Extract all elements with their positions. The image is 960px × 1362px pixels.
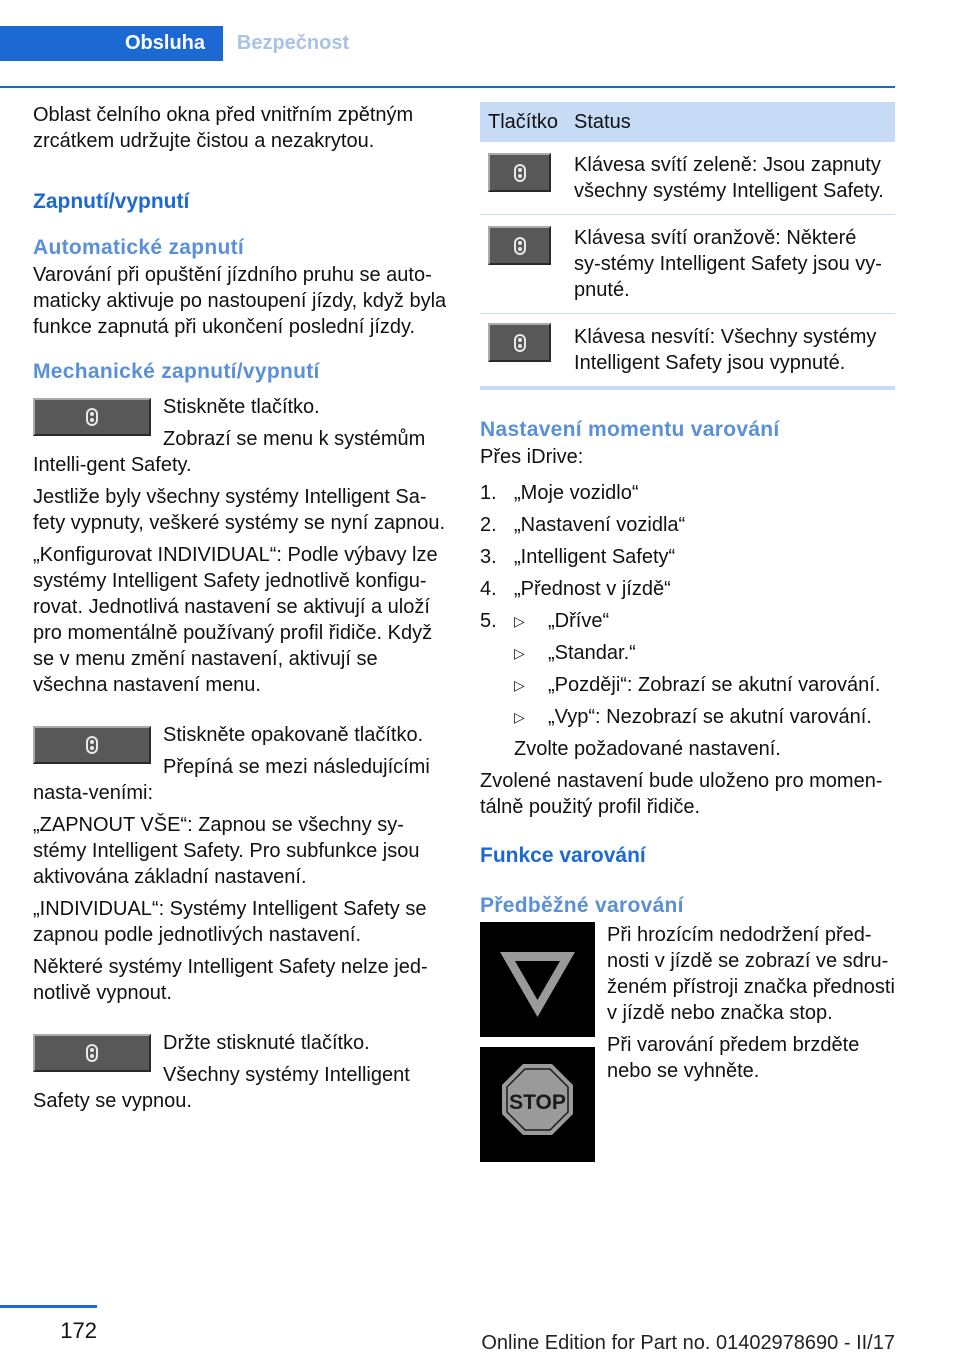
- heading-funkce-varovani: Funkce varování: [480, 844, 646, 867]
- left-column: [33, 102, 448, 1114]
- all-on-mode-text: „ZAPNOUT VŠE“: Zapnou se všechny sy‐stémy Intelligent Safety. Pro subfunkce jsou aktivována základní nastavení.: [33, 814, 420, 888]
- safety-button-image: [488, 153, 551, 192]
- steps-list: [480, 480, 895, 762]
- safety-button-image: [33, 1034, 151, 1072]
- intelligent-safety-icon: [86, 408, 98, 426]
- yield-triangle-icon: [480, 922, 595, 1037]
- edition-text: Online Edition for Part no. 01402978690 - II/17: [481, 1332, 895, 1354]
- button-cell: [480, 142, 566, 215]
- safety-button-image: [488, 226, 551, 265]
- stop-label: STOP: [509, 1091, 566, 1114]
- option-item: ▷ „Dříve“: [514, 610, 610, 632]
- intelligent-safety-icon: [86, 1044, 98, 1062]
- yield-sign-image: [480, 922, 595, 1037]
- heading-predbezne-varovani: Předběžné varování: [480, 894, 684, 917]
- header-rule: [0, 86, 895, 88]
- menu-shown-text: Zobrazí se menu k systémům Intelli‐gent Safety.: [33, 428, 426, 476]
- triangle-bullet-icon: ▷: [514, 645, 525, 661]
- column-header-button: Tlačítko: [480, 102, 566, 142]
- heading-mechanicke: Mechanické zapnutí/vypnutí: [33, 360, 320, 383]
- list-item: 2. „Nastavení vozidla“: [480, 514, 686, 536]
- triangle-bullet-icon: ▷: [514, 709, 525, 725]
- heading-zapnuti-vypnuti: Zapnutí/vypnutí: [33, 190, 190, 213]
- triangle-bullet-icon: ▷: [514, 677, 525, 693]
- table-row: [480, 142, 895, 215]
- brake-text: Při varování předem brzděte nebo se vyhněte.: [607, 1034, 860, 1082]
- option-item: ▷ „Vyp“: Nezobrazí se akutní varování.: [514, 706, 872, 728]
- list-item: 3. „Intelligent Safety“: [480, 546, 676, 568]
- intelligent-safety-icon: [514, 164, 526, 182]
- list-item: 5. ▷ „Dříve“ ▷ „Standar.“ ▷ „Později“: Zobrazí se akutní varování. ▷ „Vyp“: Nezobrazí se akutní varování. Zvolte požadované nastavení.: [480, 608, 895, 762]
- safety-button-image: [33, 398, 151, 436]
- option-item: ▷ „Standar.“: [514, 642, 636, 664]
- some-cannot-text: Některé systémy Intelligent Safety nelze jed‐notlivě vypnout.: [33, 956, 428, 1004]
- status-table: [480, 102, 895, 390]
- stop-octagon-icon: [480, 1047, 595, 1162]
- stop-sign-image: [480, 1047, 595, 1162]
- table-header-row: [480, 102, 895, 142]
- right-column: [480, 102, 895, 1172]
- switches-text: Přepíná se mezi následujícími nasta‐veními:: [33, 756, 430, 804]
- list-item: 4. „Přednost v jízdě“: [480, 578, 671, 600]
- table-row: [480, 215, 895, 314]
- press-repeat-text: Stiskněte opakovaně tlačítko.: [163, 724, 424, 746]
- all-off-text: Všechny systémy Intelligent Safety se vypnou.: [33, 1064, 410, 1112]
- option-item: ▷ „Později“: Zobrazí se akutní varování.: [514, 674, 881, 696]
- pre-warning-text: Při hrozícím nedodržení před‐nosti v jízdě se zobrazí ve sdru‐ženém přístroji značka přednosti v jízdě nebo značka stop.: [607, 924, 895, 1024]
- button-cell: [480, 314, 566, 389]
- status-cell: Klávesa nesvítí: Všechny systémy Intelligent Safety jsou vypnuté.: [566, 314, 895, 389]
- configure-text: „Konfigurovat INDIVIDUAL“: Podle výbavy lze systémy Intelligent Safety jednotlivě konfigu‐rovat. Jednotlivá nastavení se aktivují a uloží pro momentálně používaný profil řidiče. Když se v menu změní nastavení, aktivují se všechna nastavení menu.: [33, 544, 438, 696]
- intelligent-safety-icon: [514, 237, 526, 255]
- safety-button-image: [488, 323, 551, 362]
- column-header-status: Status: [566, 102, 895, 142]
- header-tabs: [0, 26, 895, 61]
- press-text: Stiskněte tlačítko.: [163, 396, 320, 418]
- heading-automaticke-zapnuti: Automatické zapnutí: [33, 236, 245, 259]
- tab-bezpecnost[interactable]: Bezpečnost: [236, 32, 350, 54]
- status-cell: Klávesa svítí zeleně: Jsou zapnuty všechny systémy Intelligent Safety.: [566, 142, 895, 215]
- intelligent-safety-icon: [86, 736, 98, 754]
- safety-button-image: [33, 726, 151, 764]
- saved-text: Zvolené nastavení bude uloženo pro momen‐tálně použitý profil řidiče.: [480, 770, 883, 818]
- all-on-text: Jestliže byly všechny systémy Intelligent Sa‐fety vypnuty, veškeré systémy se nyní zapnou.: [33, 486, 446, 534]
- footer-rule: [0, 1305, 97, 1308]
- button-cell: [480, 215, 566, 314]
- auto-text: Varování při opuštění jízdního pruhu se auto‐maticky aktivuje po nastoupení jízdy, když byla funkce zapnutá při ukončení poslední jízdy.: [33, 264, 447, 338]
- hold-text: Držte stisknuté tlačítko.: [163, 1032, 370, 1054]
- intro-text: Oblast čelního okna před vnitřním zpětným zrcátkem udržujte čistou a nezakrytou.: [33, 104, 414, 152]
- list-item: 1. „Moje vozidlo“: [480, 482, 639, 504]
- individual-mode-text: „INDIVIDUAL“: Systémy Intelligent Safety se zapnou podle jednotlivých nastavení.: [33, 898, 427, 946]
- table-row: [480, 314, 895, 389]
- triangle-bullet-icon: ▷: [514, 613, 525, 629]
- via-idrive-text: Přes iDrive:: [480, 446, 584, 468]
- status-cell: Klávesa svítí oranžově: Některé sy‐stémy Intelligent Safety jsou vy‐pnuté.: [566, 215, 895, 314]
- choose-text: Zvolte požadované nastavení.: [514, 738, 781, 760]
- heading-nastaveni-momentu: Nastavení momentu varování: [480, 418, 780, 441]
- page-number: 172: [60, 1318, 97, 1343]
- tab-obsluha[interactable]: Obsluha: [0, 26, 223, 61]
- intelligent-safety-icon: [514, 334, 526, 352]
